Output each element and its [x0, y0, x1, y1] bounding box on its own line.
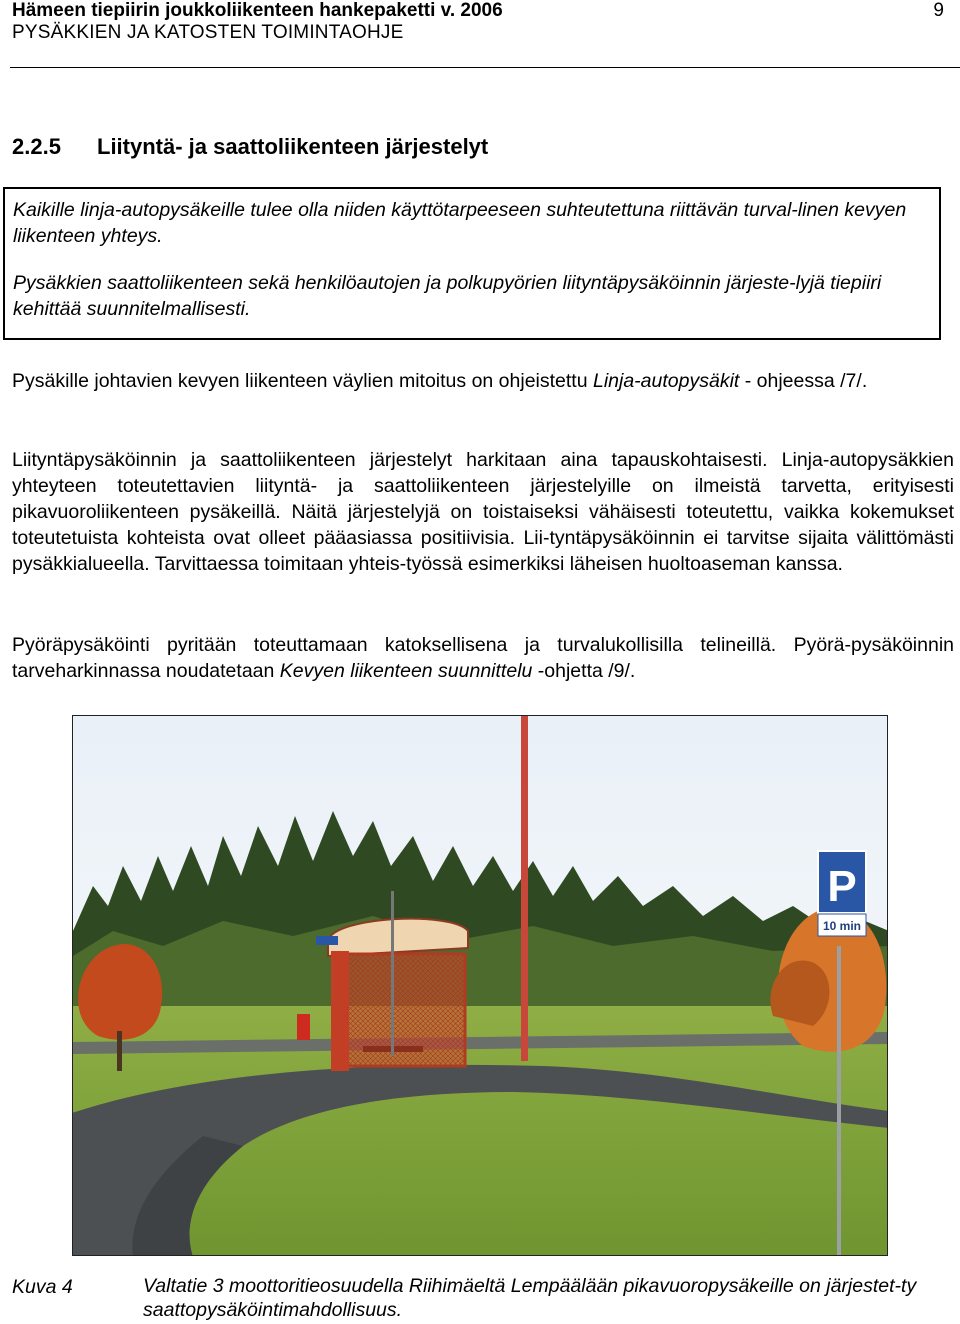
page-number: 9 — [933, 0, 944, 21]
section-number: 2.2.5 — [12, 134, 61, 159]
policy-paragraph-1: Kaikille linja-autopysäkeille tulee olla niiden käyttötarpeeseen suhteutettuna riittävän turval-linen kevyen liikenteen yhteys. — [13, 199, 907, 247]
body-paragraph-1-end: - ohjeessa /7/. — [739, 370, 868, 392]
bus-stop-sign-plate — [316, 936, 338, 945]
parking-sign-pole — [837, 946, 841, 1256]
parking-sign-letter: P — [827, 862, 857, 911]
document-header-subtitle: PYSÄKKIEN JA KATOSTEN TOIMINTAOHJE — [12, 22, 404, 43]
policy-box — [3, 187, 941, 340]
body-paragraph-1-start: Pysäkille johtavien kevyen liikenteen väylien mitoitus on ohjeistettu — [12, 370, 593, 392]
body-paragraph-3 — [12, 632, 954, 684]
body-paragraph-1 — [12, 368, 954, 394]
body-paragraph-3-end: -ohjetta /9/. — [532, 660, 636, 682]
document-header-title: Hämeen tiepiirin joukkoliikenteen hankepaketti v. 2006 — [12, 0, 503, 21]
reference-linja-autopysakit: Linja-autopysäkit — [592, 370, 740, 392]
header-divider — [10, 67, 960, 68]
bus-stop-illustration — [73, 716, 888, 1256]
trash-bin — [297, 1014, 310, 1040]
figure-label: Kuva 4 — [12, 1276, 73, 1298]
section-heading — [12, 133, 488, 161]
body-paragraph-2: Liityntäpysäköinnin ja saattoliikenteen järjestelyt harkitaan aina tapauskohtaisesti. Linja-autopysäkkien yhteyteen toteutettavien liityntä- ja saattoliikenteen järjestelyille on ilmeistä tarvetta, erityisesti pikavuoroliikenteen pysäkeillä. Näitä järjestelyjä on toistaiseksi vähäisesti toteutettu, vaikka kokemukset toteutetuista kohteista ovat olleet pääasiassa positiivisia. Lii-tyntäpysäköinnin ei tarvitse sijaita välittömästi pysäkkialueella. Tarvittaessa toimitaan yhteis-työssä esimerkiksi läheisen huoltoaseman kanssa. — [12, 449, 954, 575]
figure-caption: Valtatie 3 moottoritieosuudella Riihimäeltä Lempäälään pikavuoropysäkeille on järjestet-ty saattopysäköintimahdollisuus. — [143, 1275, 917, 1321]
parking-time-text: 10 min — [822, 919, 862, 933]
tree-left-trunk — [117, 1031, 122, 1071]
body-paragraph-3-start: Pyöräpysäköinti pyritään toteuttamaan katoksellisena ja turvalukollisilla telineillä. Pyörä-pysäköinnin tarveharkinnassa noudatetaan — [12, 634, 954, 682]
shelter-front — [331, 951, 349, 1071]
bus-stop-photo — [72, 715, 888, 1256]
reference-kevyen-liikenteen-suunnittelu: Kevyen liikenteen suunnittelu — [279, 660, 533, 682]
policy-paragraph-2: Pysäkkien saattoliikenteen sekä henkilöautojen ja polkupyörien liityntäpysäköinnin järjeste-lyjä tiepiiri kehittää suunnitelmallisesti. — [13, 272, 882, 320]
bus-stop-sign-pole — [391, 891, 394, 1056]
tall-pole — [521, 716, 528, 1061]
section-title: Liityntä- ja saattoliikenteen järjestelyt — [97, 134, 489, 159]
